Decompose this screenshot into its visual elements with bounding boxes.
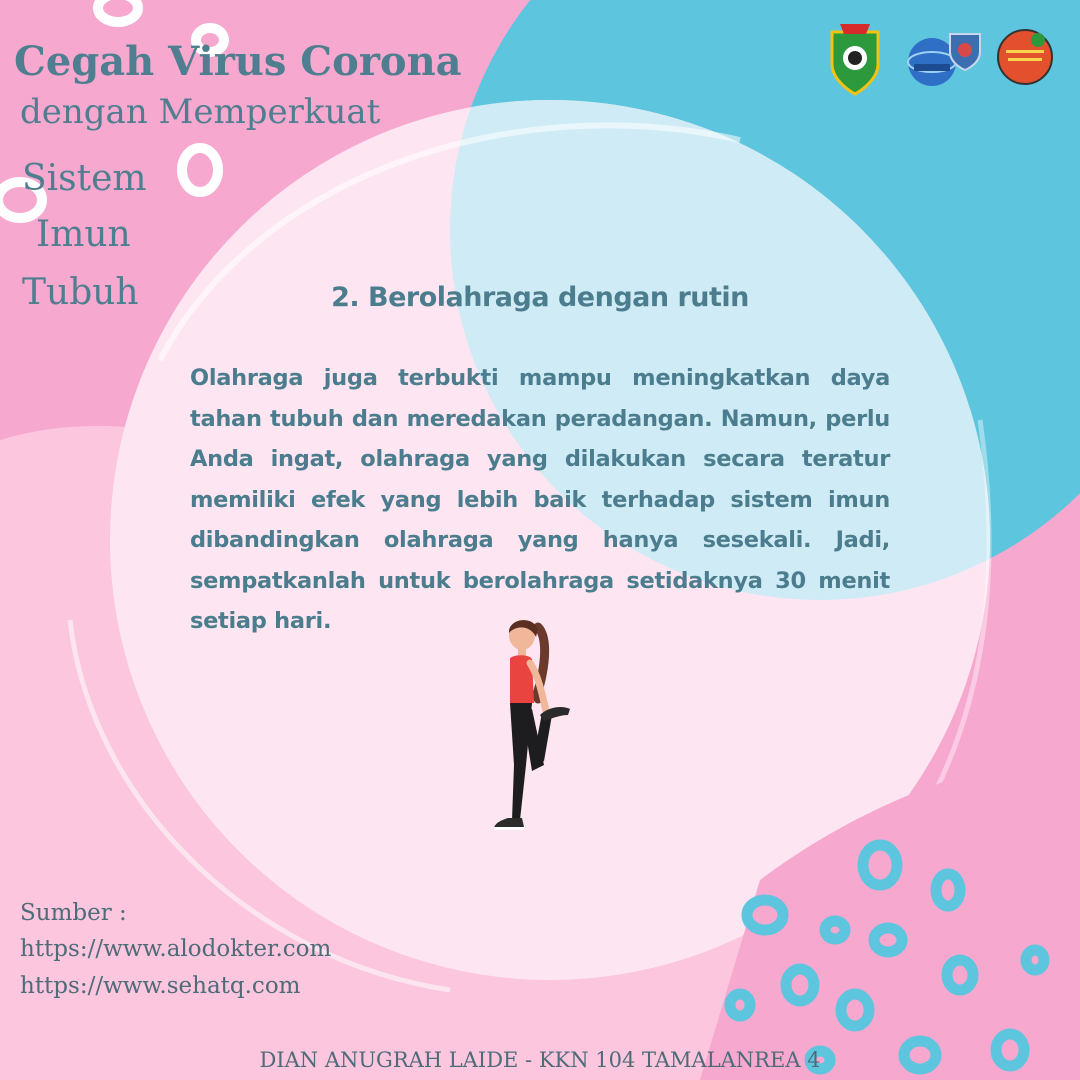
title-line-4: Imun	[36, 214, 131, 255]
title-line-5: Tubuh	[22, 272, 139, 313]
shield-logo-icon	[948, 30, 982, 72]
woman-stretching-illustration	[480, 615, 580, 840]
kkn-badge-icon	[996, 28, 1054, 86]
footer-credit: DIAN ANUGRAH LAIDE - KKN 104 TAMALANREA 4	[259, 1048, 821, 1072]
source-link-alodokter: https://www.alodokter.com	[20, 936, 332, 962]
section-body: Olahraga juga terbukti mampu meningkatkan daya tahan tubuh dan meredakan peradangan. Namun, perlu Anda ingat, olahraga yang dilakukan secara teratur memiliki efek yang lebih baik terhadap sistem imun dibandingkan olahraga yang hanya sesekali. Jadi, sempatkanlah untuk berolahraga setidaknya 30 menit setiap hari.	[190, 365, 890, 634]
sources-label: Sumber :	[20, 900, 127, 926]
title-line-3: Sistem	[22, 158, 147, 199]
university-emblem-icon	[826, 18, 884, 96]
title-line-2: dengan Memperkuat	[20, 92, 381, 132]
source-link-sehatq: https://www.sehatq.com	[20, 973, 301, 999]
title-line-1: Cegah Virus Corona	[14, 38, 462, 85]
section-heading: 2. Berolahraga dengan rutin	[331, 282, 749, 313]
